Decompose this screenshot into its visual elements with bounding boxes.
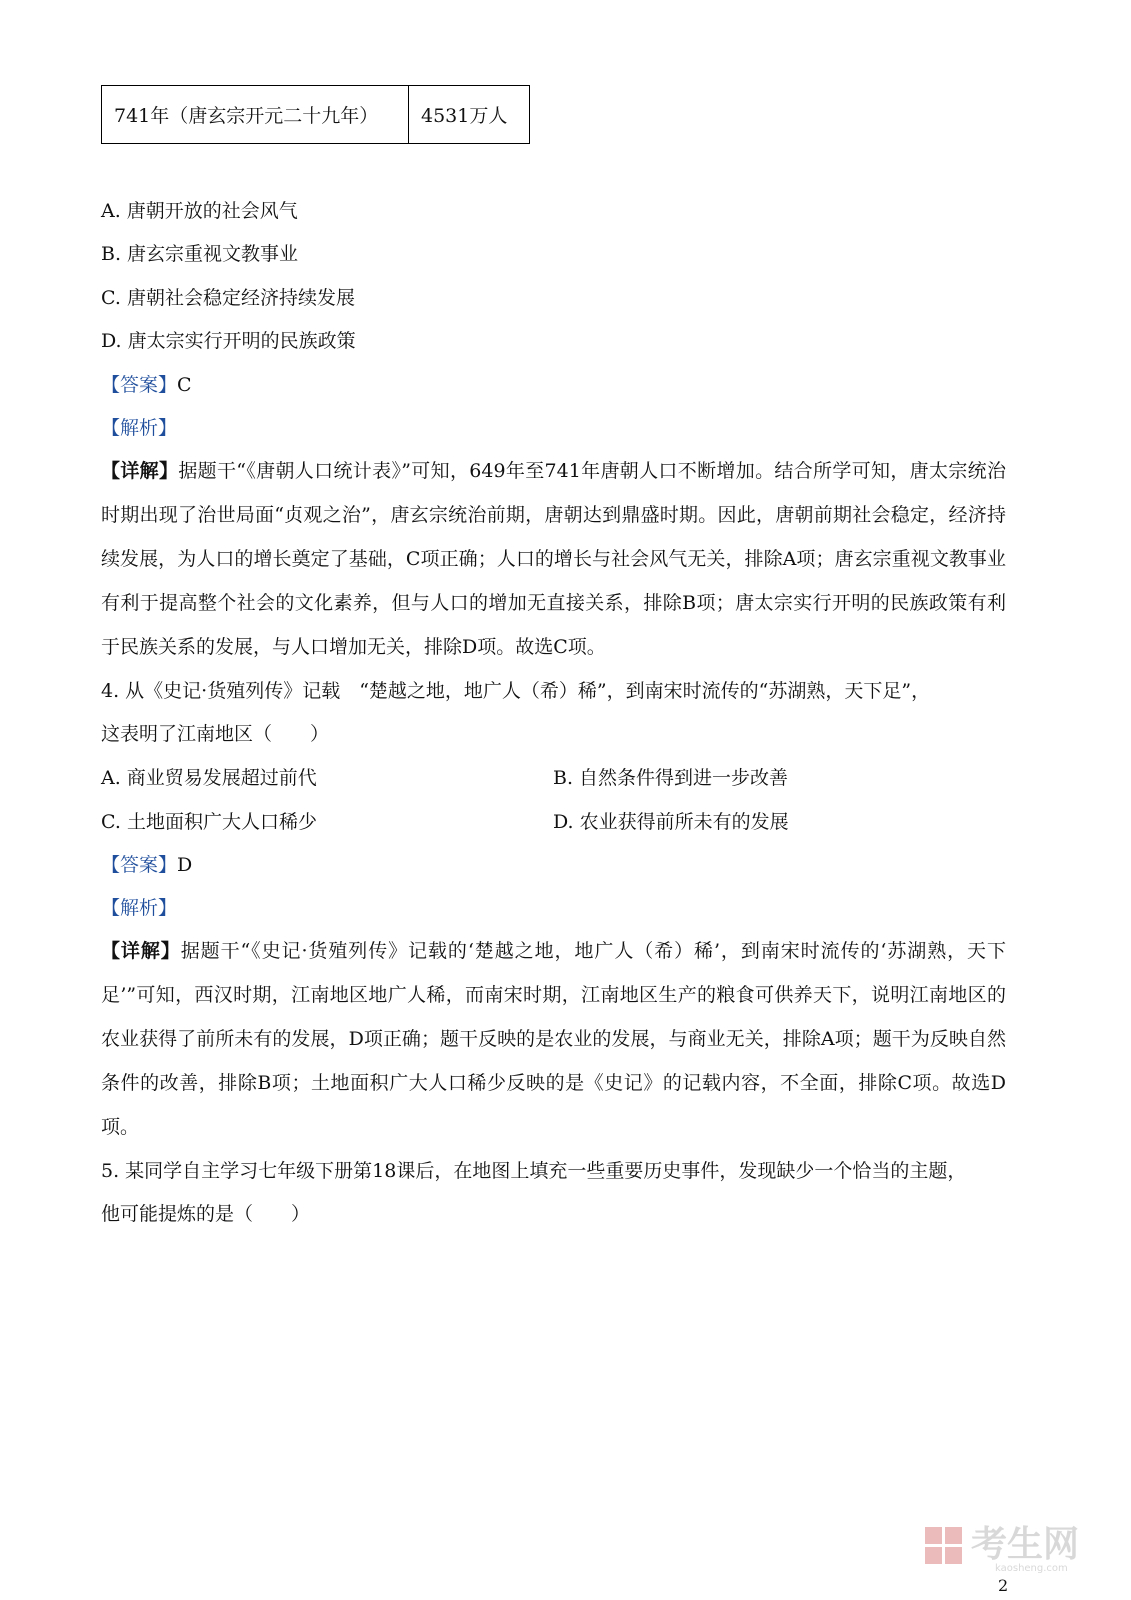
answer-value: D <box>177 854 193 876</box>
population-table <box>101 85 530 144</box>
detail-label: 【详解】 <box>101 940 181 962</box>
q3-answer <box>101 371 192 399</box>
q4-detail <box>101 929 1006 1149</box>
q4-option-a: A. 商业贸易发展超过前代 <box>101 767 317 789</box>
detail-label: 【详解】 <box>101 460 179 482</box>
q4-stem-line1: 4. 从《史记·货殖列传》记载 “楚越之地，地广人（希）稀”，到南宋时流传的“苏湖熟，天下足”， <box>101 680 931 702</box>
q5-stem-line2: 他可能提炼的是（ ） <box>101 1203 311 1225</box>
q3-option-c: C. 唐朝社会稳定经济持续发展 <box>101 287 355 309</box>
page-number: 2 <box>998 1576 1009 1595</box>
q3-detail <box>101 449 1006 669</box>
q4-option-c: C. 土地面积广大人口稀少 <box>101 811 317 833</box>
logo-mark-icon <box>925 1527 965 1567</box>
q4-option-d: D. 农业获得前所未有的发展 <box>553 811 789 833</box>
table-cell-population: 4531万人 <box>409 86 530 144</box>
q4-stem-line2: 这表明了江南地区（ ） <box>101 723 330 745</box>
table-cell-year: 741年（唐玄宗开元二十九年） <box>102 86 409 144</box>
detail-text: 据题干“《唐朝人口统计表》”可知，649年至741年唐朝人口不断增加。结合所学可知，唐太宗统治时期出现了治世局面“贞观之治”，唐玄宗统治前期，唐朝达到鼎盛时期。因此，唐朝前期社会稳定，经济持续发展，为人口的增长奠定了基础，C项正确；人口的增长与社会风气无关，排除A项；唐玄宗重视文教事业有利于提高整个社会的文化素养，但与人口的增加无直接关系，排除B项；唐太宗实行开明的民族政策有利于民族关系的发展，与人口增加无关，排除D项。故选C项。 <box>101 460 1006 658</box>
answer-label: 【答案】 <box>101 854 178 876</box>
answer-value: C <box>177 374 192 396</box>
table-row <box>102 86 530 144</box>
q4-analysis-label: 【解析】 <box>101 897 178 919</box>
detail-text: 据题干“《史记·货殖列传》记载的‘楚越之地，地广人（希）稀’，到南宋时流传的‘苏湖熟，天下足’”可知，西汉时期，江南地区地广人稀，而南宋时期，江南地区生产的粮食可供养天下，说明江南地区的农业获得了前所未有的发展，D项正确；题干反映的是农业的发展，与商业无关，排除A项；题干为反映自然条件的改善，排除B项；土地面积广大人口稀少反映的是《史记》的记载内容，不全面，排除C项。故选D项。 <box>101 940 1006 1138</box>
q3-option-d: D. 唐太宗实行开明的民族政策 <box>101 330 356 352</box>
q3-option-a: A. 唐朝开放的社会风气 <box>101 200 298 222</box>
q5-stem-line1: 5. 某同学自主学习七年级下册第18课后，在地图上填充一些重要历史事件，发现缺少一个恰当的主题， <box>101 1160 967 1182</box>
q3-option-b: B. 唐玄宗重视文教事业 <box>101 243 299 265</box>
answer-label: 【答案】 <box>101 374 178 396</box>
watermark-logo: 考生网 kaosheng.com <box>925 1525 1095 1575</box>
q4-option-b: B. 自然条件得到进一步改善 <box>553 767 789 789</box>
q4-answer <box>101 851 192 879</box>
q3-analysis-label: 【解析】 <box>101 417 178 439</box>
